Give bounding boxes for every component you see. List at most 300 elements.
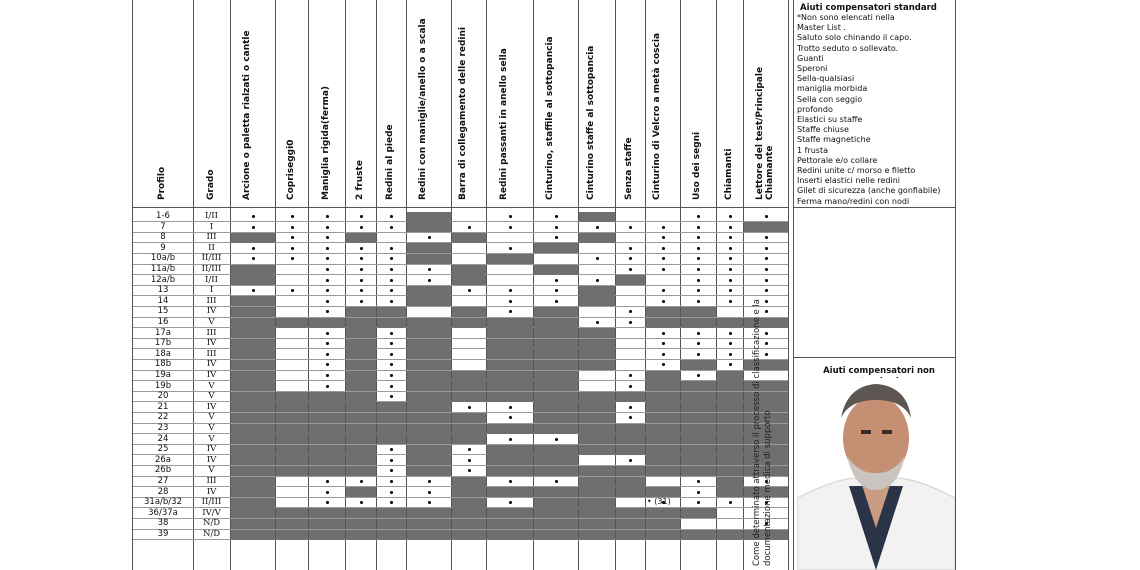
shaded-cell bbox=[231, 307, 275, 317]
shaded-cell bbox=[579, 530, 615, 540]
dot-mark bbox=[326, 300, 329, 303]
shaded-cell bbox=[346, 328, 376, 338]
shaded-cell bbox=[487, 328, 533, 338]
shaded-cell bbox=[534, 265, 578, 275]
dot-mark bbox=[428, 491, 431, 494]
dot-mark bbox=[555, 226, 558, 229]
shaded-cell bbox=[646, 434, 680, 444]
dot-mark bbox=[390, 469, 393, 472]
shaded-cell bbox=[534, 487, 578, 497]
shaded-cell bbox=[616, 445, 645, 455]
shaded-cell bbox=[452, 530, 486, 540]
shaded-cell bbox=[681, 413, 716, 423]
shaded-cell bbox=[717, 487, 743, 497]
dot-mark bbox=[360, 501, 363, 504]
shaded-cell bbox=[646, 508, 680, 518]
shaded-cell bbox=[452, 498, 486, 508]
dot-mark bbox=[360, 279, 363, 282]
dot-mark bbox=[662, 332, 665, 335]
dot-mark bbox=[629, 310, 632, 313]
shaded-cell bbox=[407, 349, 451, 359]
column-header: Maniglia rigida(ferma) bbox=[320, 85, 331, 200]
dot-mark bbox=[729, 342, 732, 345]
shaded-cell bbox=[231, 381, 275, 391]
profile-cell: 26b bbox=[154, 465, 172, 476]
shaded-cell bbox=[487, 519, 533, 529]
shaded-cell bbox=[407, 519, 451, 529]
dot-mark bbox=[390, 289, 393, 292]
dot-mark bbox=[360, 226, 363, 229]
shaded-cell bbox=[276, 530, 308, 540]
column-header: Senza staffe bbox=[624, 137, 634, 200]
dot-mark bbox=[390, 226, 393, 229]
dot-mark bbox=[326, 236, 329, 239]
shaded-cell bbox=[717, 381, 743, 391]
dot-mark bbox=[326, 501, 329, 504]
shaded-cell bbox=[534, 318, 578, 328]
dot-mark bbox=[697, 257, 700, 260]
dot-mark bbox=[428, 480, 431, 483]
profile-cell: 16 bbox=[157, 317, 169, 327]
dot-mark bbox=[509, 501, 512, 504]
grade-cell: III bbox=[206, 327, 217, 338]
shaded-cell bbox=[407, 392, 451, 402]
shaded-cell bbox=[231, 371, 275, 381]
dot-mark bbox=[291, 289, 294, 292]
dot-mark bbox=[662, 268, 665, 271]
dot-mark bbox=[596, 279, 599, 282]
shaded-cell bbox=[346, 466, 376, 476]
standard-aid-item: Ferma mano/redini con nodi bbox=[797, 196, 910, 206]
dot-mark bbox=[555, 215, 558, 218]
grade-cell: N/D bbox=[202, 518, 221, 529]
grade-cell: IV bbox=[206, 370, 217, 380]
dot-mark bbox=[390, 215, 393, 218]
person-photo bbox=[797, 378, 955, 570]
dot-mark bbox=[729, 247, 732, 250]
shaded-cell bbox=[717, 424, 743, 434]
shaded-cell bbox=[309, 466, 345, 476]
standard-aid-item: Sella con seggio bbox=[797, 94, 863, 104]
dot-mark bbox=[468, 226, 471, 229]
shaded-cell bbox=[717, 434, 743, 444]
shaded-cell bbox=[534, 360, 578, 370]
column-header: Redini passanti in anello sella bbox=[498, 48, 509, 200]
profile-cell: 17a bbox=[154, 327, 172, 338]
profile-cell: 19a bbox=[154, 370, 172, 380]
dot-mark bbox=[360, 268, 363, 271]
grade-cell: II/III bbox=[201, 497, 222, 508]
shaded-cell bbox=[407, 530, 451, 540]
dot-mark bbox=[697, 215, 700, 218]
shaded-cell bbox=[407, 455, 451, 465]
shaded-cell bbox=[452, 477, 486, 487]
shaded-cell bbox=[487, 254, 533, 264]
profile-cell: 31a/b/32 bbox=[144, 497, 182, 508]
dot-mark bbox=[729, 363, 732, 366]
shaded-cell bbox=[452, 307, 486, 317]
shaded-cell bbox=[646, 413, 680, 423]
shaded-cell bbox=[231, 339, 275, 349]
profile-cell: 17b bbox=[154, 338, 172, 349]
dot-mark bbox=[390, 257, 393, 260]
shaded-cell bbox=[231, 318, 275, 328]
shaded-cell bbox=[231, 402, 275, 412]
header-bottom-line bbox=[133, 207, 788, 208]
column-header: Grado bbox=[205, 169, 216, 200]
dot-mark bbox=[360, 257, 363, 260]
shaded-cell bbox=[487, 508, 533, 518]
shaded-cell bbox=[231, 530, 275, 540]
column-header: Cinturino, staffile al sottopancia bbox=[544, 36, 555, 200]
dot-mark bbox=[765, 215, 768, 218]
divider bbox=[794, 207, 955, 208]
shaded-cell bbox=[407, 466, 451, 476]
grade-cell: IV bbox=[206, 401, 217, 412]
shaded-cell bbox=[534, 466, 578, 476]
dot-mark bbox=[697, 332, 700, 335]
standard-aids-list bbox=[797, 13, 953, 207]
shaded-cell bbox=[309, 402, 345, 412]
dot-mark bbox=[555, 236, 558, 239]
shaded-cell bbox=[231, 445, 275, 455]
dot-mark bbox=[555, 438, 558, 441]
shaded-cell bbox=[616, 466, 645, 476]
shaded-cell bbox=[231, 392, 275, 402]
shaded-cell bbox=[407, 222, 451, 232]
shaded-cell bbox=[646, 402, 680, 412]
dot-mark bbox=[390, 448, 393, 451]
standard-aid-item: *Non sono elencati nella bbox=[797, 13, 895, 22]
shaded-cell bbox=[346, 530, 376, 540]
shaded-cell bbox=[534, 307, 578, 317]
shaded-cell bbox=[452, 519, 486, 529]
column-header: Cinturino di Velcro a metà coscia bbox=[651, 32, 662, 200]
standard-aid-item: profondo bbox=[797, 104, 833, 114]
column-header: Lettore del test/Principale Chiamante bbox=[754, 66, 775, 200]
dot-mark bbox=[662, 353, 665, 356]
dot-mark bbox=[390, 374, 393, 377]
shaded-cell bbox=[744, 318, 788, 328]
standard-aid-item: Elastici su staffe bbox=[797, 115, 863, 125]
shaded-cell bbox=[579, 477, 615, 487]
shaded-cell bbox=[681, 402, 716, 412]
dot-mark bbox=[629, 406, 632, 409]
shaded-cell bbox=[616, 434, 645, 444]
grade-cell: V bbox=[208, 317, 215, 327]
column-header: Redini al piede bbox=[385, 124, 395, 200]
dot-mark bbox=[629, 226, 632, 229]
shaded-cell bbox=[276, 445, 308, 455]
shaded-cell bbox=[681, 445, 716, 455]
shaded-cell bbox=[616, 477, 645, 487]
shaded-cell bbox=[534, 519, 578, 529]
shaded-cell bbox=[534, 381, 578, 391]
shaded-cell bbox=[579, 508, 615, 518]
shaded-cell bbox=[579, 413, 615, 423]
column-header: Chiamanti bbox=[723, 148, 734, 200]
classification-table bbox=[132, 0, 788, 570]
shaded-cell bbox=[231, 498, 275, 508]
dot-mark bbox=[509, 289, 512, 292]
shaded-cell bbox=[346, 392, 376, 402]
shaded-cell bbox=[534, 371, 578, 381]
dot-mark bbox=[390, 459, 393, 462]
shaded-cell bbox=[276, 424, 308, 434]
shaded-cell bbox=[487, 487, 533, 497]
dot-mark bbox=[729, 268, 732, 271]
dot-mark bbox=[629, 459, 632, 462]
dot-mark bbox=[697, 236, 700, 239]
dot-mark bbox=[629, 257, 632, 260]
shaded-cell bbox=[231, 477, 275, 487]
shaded-cell bbox=[681, 381, 716, 391]
shaded-cell bbox=[646, 466, 680, 476]
shaded-cell bbox=[407, 286, 451, 296]
profile-cell: 1-6 bbox=[156, 211, 170, 221]
dot-mark bbox=[729, 300, 732, 303]
shaded-cell bbox=[579, 466, 615, 476]
shaded-cell bbox=[681, 307, 716, 317]
dot-mark bbox=[390, 342, 393, 345]
column-separator bbox=[788, 0, 789, 570]
column-header: Profilo bbox=[157, 166, 167, 200]
grade-cell: V bbox=[208, 391, 215, 402]
shaded-cell bbox=[579, 519, 615, 529]
grade-cell: III bbox=[206, 295, 217, 306]
shaded-cell bbox=[346, 424, 376, 434]
column-header: Cinturino staffe al sottopancia bbox=[585, 45, 596, 200]
dot-mark bbox=[509, 215, 512, 218]
dot-mark bbox=[390, 501, 393, 504]
note-31: • (31) bbox=[647, 497, 671, 507]
dot-mark bbox=[729, 289, 732, 292]
shaded-cell bbox=[534, 445, 578, 455]
dot-mark bbox=[360, 289, 363, 292]
dot-mark bbox=[662, 257, 665, 260]
shaded-cell bbox=[276, 466, 308, 476]
dot-mark bbox=[360, 300, 363, 303]
dot-mark bbox=[390, 247, 393, 250]
profile-cell: 11a/b bbox=[150, 264, 176, 274]
dot-mark bbox=[428, 268, 431, 271]
shaded-cell bbox=[681, 455, 716, 465]
standard-aid-item: Saluto solo chinando il capo. bbox=[797, 33, 912, 43]
shaded-cell bbox=[452, 424, 486, 434]
shaded-cell bbox=[231, 275, 275, 285]
shaded-cell bbox=[534, 508, 578, 518]
grade-cell: III bbox=[206, 348, 217, 359]
grade-cell: N/D bbox=[202, 529, 221, 539]
shaded-cell bbox=[579, 434, 615, 444]
profile-cell: 28 bbox=[157, 486, 169, 497]
shaded-cell bbox=[534, 243, 578, 253]
profile-cell: 22 bbox=[157, 412, 169, 423]
shaded-cell bbox=[646, 445, 680, 455]
standard-aid-item: 1 frusta bbox=[797, 145, 829, 155]
shaded-cell bbox=[407, 243, 451, 253]
dot-mark bbox=[509, 226, 512, 229]
shaded-cell bbox=[646, 371, 680, 381]
shaded-cell bbox=[487, 381, 533, 391]
shaded-cell bbox=[231, 413, 275, 423]
dot-mark bbox=[390, 268, 393, 271]
shaded-cell bbox=[579, 349, 615, 359]
shaded-cell bbox=[452, 413, 486, 423]
shaded-cell bbox=[346, 339, 376, 349]
grade-cell: IV bbox=[206, 306, 217, 317]
shaded-cell bbox=[407, 254, 451, 264]
shaded-cell bbox=[534, 424, 578, 434]
grade-cell: IV bbox=[206, 359, 217, 370]
dot-mark bbox=[390, 353, 393, 356]
shaded-cell bbox=[487, 371, 533, 381]
dot-mark bbox=[697, 353, 700, 356]
shaded-cell bbox=[346, 318, 376, 328]
shaded-cell bbox=[407, 381, 451, 391]
profile-cell: 7 bbox=[160, 221, 166, 232]
shaded-cell bbox=[452, 371, 486, 381]
dot-mark bbox=[509, 438, 512, 441]
dot-mark bbox=[390, 300, 393, 303]
shaded-cell bbox=[452, 508, 486, 518]
shaded-cell bbox=[616, 392, 645, 402]
shaded-cell bbox=[681, 466, 716, 476]
standard-aid-item: Pettorale e/o collare bbox=[797, 155, 878, 165]
shaded-cell bbox=[309, 413, 345, 423]
standard-aids-title: Aiuti compensatori standard bbox=[800, 3, 937, 13]
dot-mark bbox=[729, 279, 732, 282]
shaded-cell bbox=[407, 413, 451, 423]
grade-cell: IV bbox=[206, 444, 217, 455]
dot-mark bbox=[729, 332, 732, 335]
shaded-cell bbox=[616, 508, 645, 518]
dot-mark bbox=[428, 236, 431, 239]
dot-mark bbox=[729, 236, 732, 239]
shaded-cell bbox=[452, 265, 486, 275]
shaded-cell bbox=[346, 307, 376, 317]
dot-mark bbox=[326, 279, 329, 282]
profile-cell: 36/37a bbox=[148, 507, 178, 518]
standard-aid-item: Sella-qualsiasi bbox=[797, 74, 855, 84]
dot-mark bbox=[291, 226, 294, 229]
shaded-cell bbox=[616, 275, 645, 285]
dot-mark bbox=[428, 279, 431, 282]
shaded-cell bbox=[646, 381, 680, 391]
dot-mark bbox=[326, 268, 329, 271]
shaded-cell bbox=[579, 212, 615, 222]
shaded-cell bbox=[346, 445, 376, 455]
dot-mark bbox=[360, 480, 363, 483]
dot-mark bbox=[326, 374, 329, 377]
profile-cell: 38 bbox=[157, 518, 169, 529]
shaded-cell bbox=[346, 455, 376, 465]
grade-cell: V bbox=[208, 412, 215, 423]
shaded-cell bbox=[377, 424, 406, 434]
dot-mark bbox=[468, 406, 471, 409]
shaded-cell bbox=[616, 487, 645, 497]
shaded-cell bbox=[276, 508, 308, 518]
dot-mark bbox=[428, 501, 431, 504]
dot-mark bbox=[697, 480, 700, 483]
standard-aid-item: Gilet di sicurezza (anche gonfiabile) bbox=[797, 186, 941, 196]
profile-cell: 39 bbox=[157, 529, 169, 539]
dot-mark bbox=[326, 310, 329, 313]
dot-mark bbox=[390, 363, 393, 366]
shaded-cell bbox=[276, 318, 308, 328]
shaded-cell bbox=[231, 487, 275, 497]
dot-mark bbox=[662, 289, 665, 292]
shaded-cell bbox=[309, 318, 345, 328]
shaded-cell bbox=[717, 413, 743, 423]
shaded-cell bbox=[309, 519, 345, 529]
grade-cell: V bbox=[208, 423, 215, 433]
profile-cell: 8 bbox=[160, 232, 166, 243]
profile-cell: 14 bbox=[157, 295, 169, 306]
dot-mark bbox=[468, 469, 471, 472]
shaded-cell bbox=[276, 392, 308, 402]
dot-mark bbox=[729, 257, 732, 260]
dot-mark bbox=[509, 406, 512, 409]
shaded-cell bbox=[717, 318, 743, 328]
shaded-cell bbox=[646, 519, 680, 529]
shaded-cell bbox=[276, 434, 308, 444]
shaded-cell bbox=[717, 466, 743, 476]
shaded-cell bbox=[309, 392, 345, 402]
shaded-cell bbox=[309, 434, 345, 444]
divider bbox=[794, 357, 955, 358]
standard-aid-item: Inserti elastici nelle redini bbox=[797, 176, 900, 186]
dot-mark bbox=[326, 289, 329, 292]
shaded-cell bbox=[309, 424, 345, 434]
grade-cell: I/II bbox=[205, 274, 218, 285]
dot-mark bbox=[555, 300, 558, 303]
shaded-cell bbox=[231, 328, 275, 338]
shaded-cell bbox=[377, 402, 406, 412]
shaded-cell bbox=[579, 424, 615, 434]
shaded-cell bbox=[681, 392, 716, 402]
shaded-cell bbox=[346, 381, 376, 391]
standard-aid-item: Staffe magnetiche bbox=[797, 135, 871, 145]
shaded-cell bbox=[346, 371, 376, 381]
column-header: Arcione o paletta rialzati o cantle bbox=[241, 30, 252, 200]
dot-mark bbox=[326, 332, 329, 335]
shaded-cell bbox=[452, 318, 486, 328]
shaded-cell bbox=[534, 413, 578, 423]
dot-mark bbox=[555, 480, 558, 483]
shaded-cell bbox=[646, 487, 680, 497]
shaded-cell bbox=[452, 392, 486, 402]
shaded-cell bbox=[346, 487, 376, 497]
shaded-cell bbox=[407, 328, 451, 338]
grade-cell: V bbox=[208, 433, 215, 444]
shaded-cell bbox=[309, 455, 345, 465]
grade-cell: I bbox=[209, 285, 214, 296]
shaded-cell bbox=[681, 530, 716, 540]
profile-cell: 18b bbox=[154, 359, 172, 370]
column-header: Uso dei segni bbox=[692, 131, 702, 200]
shaded-cell bbox=[407, 402, 451, 412]
dot-mark bbox=[729, 353, 732, 356]
dot-mark bbox=[360, 247, 363, 250]
shaded-cell bbox=[377, 434, 406, 444]
dot-mark bbox=[697, 289, 700, 292]
shaded-cell bbox=[579, 233, 615, 243]
dot-mark bbox=[662, 363, 665, 366]
standard-aid-item: Guanti bbox=[797, 53, 824, 63]
standard-aid-item: Master List . bbox=[797, 23, 846, 33]
dot-mark bbox=[468, 459, 471, 462]
